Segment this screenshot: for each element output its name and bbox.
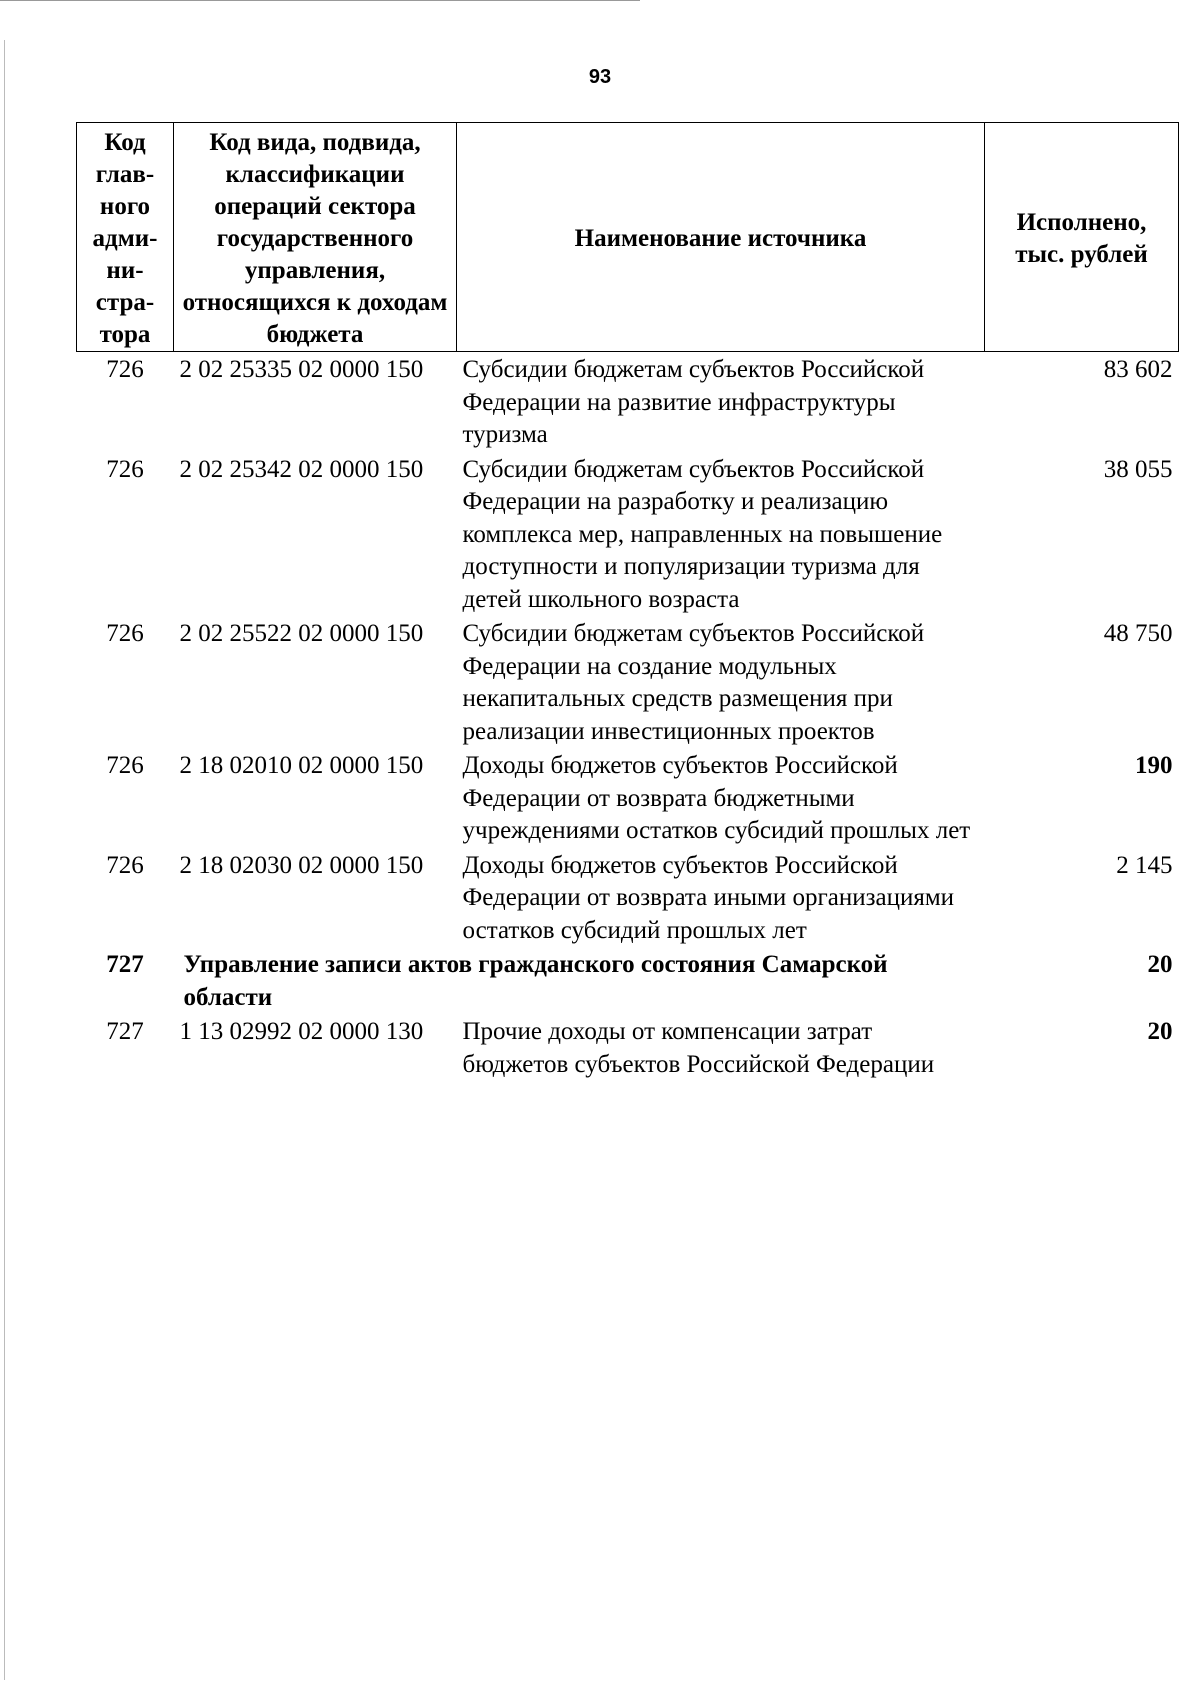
header-source-name: Наименование источника: [457, 123, 985, 352]
scan-edge-top: [0, 0, 640, 1]
table-row: [77, 352, 1179, 452]
admin-code-cell: 726: [106, 455, 144, 483]
group-admin-code-cell: 727: [106, 951, 144, 978]
amount-cell: 190: [1135, 752, 1173, 779]
classification-code-cell: 2 02 25335 02 0000 150: [179, 356, 424, 383]
table-row: [77, 452, 1179, 617]
amount-cell: 20: [1147, 1018, 1173, 1045]
amount-cell: 48 750: [1103, 620, 1173, 647]
classification-code-cell: 2 18 02030 02 0000 150: [179, 851, 424, 879]
admin-code-cell: 726: [106, 620, 144, 647]
amount-cell: 38 055: [1103, 455, 1173, 483]
source-name-cell: Доходы бюджетов субъектов Российской Федерации от возврата бюджетными учреждениями остатков субсидий прошлых лет: [462, 752, 971, 844]
table-row: [77, 616, 1179, 748]
group-amount-cell: 20: [1147, 951, 1173, 978]
classification-code-cell: 2 02 25522 02 0000 150: [179, 620, 424, 647]
admin-code-cell: 726: [106, 851, 144, 879]
amount-cell: 83 602: [1103, 356, 1173, 383]
table-row: [77, 848, 1179, 948]
admin-code-cell: 726: [106, 356, 144, 383]
page-number: 93: [588, 66, 612, 88]
scan-edge-left: [4, 40, 5, 1680]
table-group-row: [77, 947, 1179, 1014]
group-name-cell: Управление записи актов гражданского состояния Самарской области: [183, 951, 888, 1011]
header-admin-code: Код глав-ного адми-ни-стра-тора: [77, 123, 174, 352]
source-name-cell: Субсидии бюджетам субъектов Российской Федерации на создание модульных некапитальных средств размещения при реализации инвестиционных проектов: [462, 620, 925, 745]
revenue-table: [76, 122, 1179, 1081]
header-amount: Исполнено, тыс. рублей: [985, 123, 1179, 352]
header-classification-code: Код вида, подвида, классификации операций сектора государственного управления, относящихся к доходам бюджета: [174, 123, 457, 352]
classification-code-cell: 2 18 02010 02 0000 150: [179, 752, 424, 779]
classification-code-cell: 2 02 25342 02 0000 150: [179, 455, 424, 483]
admin-code-cell: 727: [106, 1018, 144, 1045]
table-header: [77, 123, 1179, 352]
table-row: [77, 748, 1179, 848]
classification-code-cell: 1 13 02992 02 0000 130: [179, 1018, 424, 1045]
source-name-cell: Субсидии бюджетам субъектов Российской Федерации на развитие инфраструктуры туризма: [462, 356, 925, 448]
table-body: [77, 352, 1179, 1082]
source-name-cell: Доходы бюджетов субъектов Российской Федерации от возврата иными организациями остатков субсидий прошлых лет: [462, 851, 955, 944]
amount-cell: 2 145: [1116, 851, 1173, 879]
admin-code-cell: 726: [106, 752, 144, 779]
source-name-cell: Субсидии бюджетам субъектов Российской Федерации на разработку и реализацию комплекса мер, направленных на повышение доступности и популяризации туризма для детей школьного возраста: [462, 455, 943, 613]
table-row: [77, 1014, 1179, 1081]
source-name-cell: Прочие доходы от компенсации затрат бюджетов субъектов Российской Федерации: [462, 1018, 935, 1078]
